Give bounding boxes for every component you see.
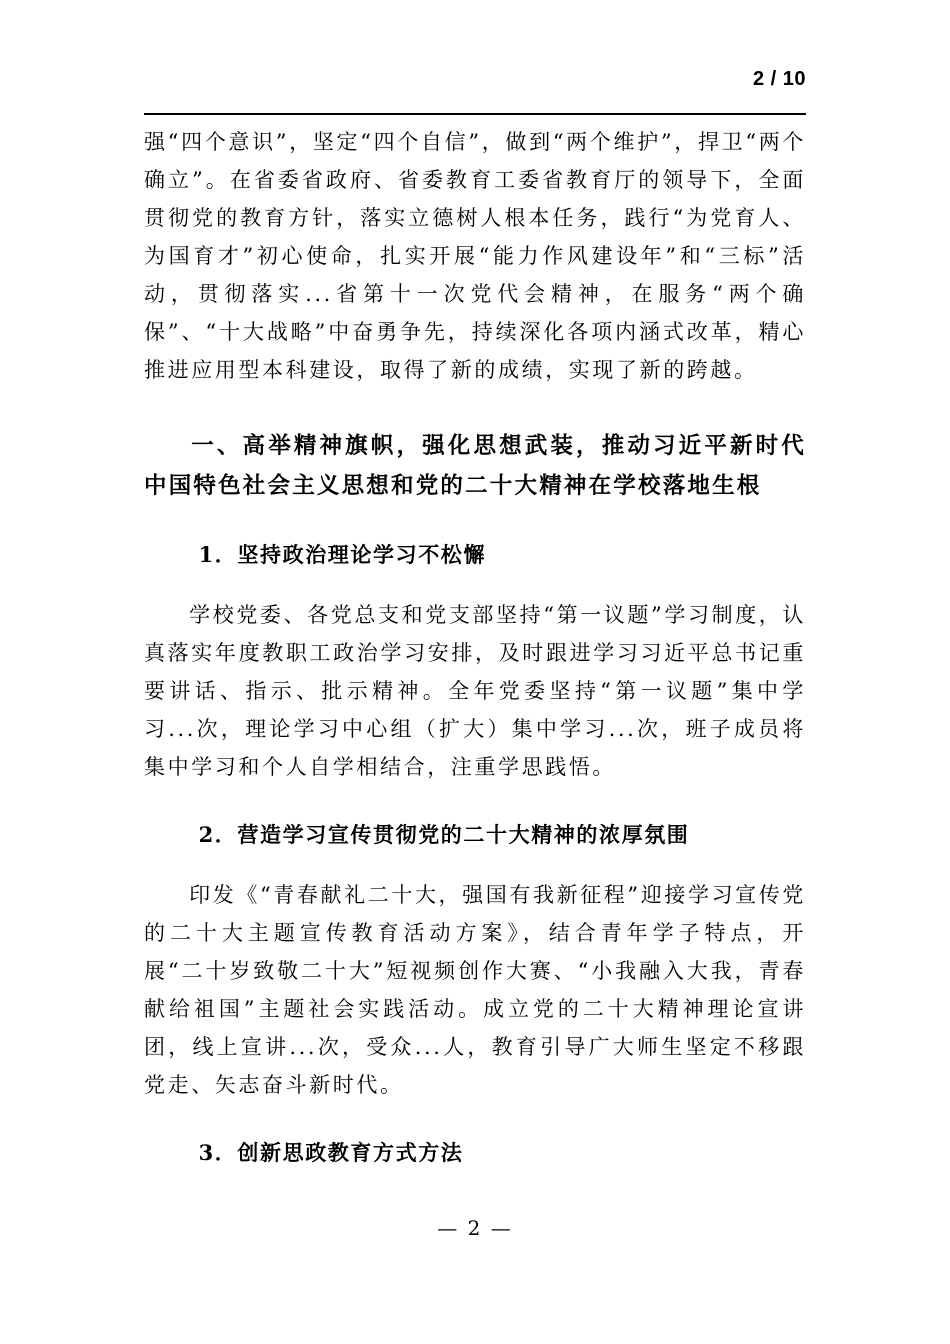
subsection-body-1: 学校党委、各党总支和党支部坚持“第一议题”学习制度，认真落实年度教职工政治学习安排，及时跟进学习习近平总书记重要讲话、指示、批示精神。全年党委坚持“第一议题”集中学习...次，理论学习中心组（扩大）集中学习...次，班子成员将集中学习和个人自学相结合，注重学思践悟。 — [144, 603, 806, 779]
subsection-heading-1: 1．坚持政治理论学习不松懈 — [198, 542, 487, 567]
document-body — [144, 123, 806, 1194]
header-divider — [144, 113, 806, 115]
page-footer-number: — 2 — — [437, 1216, 513, 1240]
subsection-body-2: 印发《“青春献礼二十大，强国有我新征程”迎接学习宣传党的二十大主题宣传教育活动方案》，结合青年学子特点，开展“二十岁致敬二十大”短视频创作大赛、“小我融入大我，青春献给祖国”主题社会实践活动。成立党的二十大精神理论宣讲团，线上宣讲...次，受众...人，教育引导广大师生坚定不移跟党走、矢志奋斗新时代。 — [144, 883, 806, 1097]
section-heading-1: 一、高举精神旗帜，强化思想武装，推动习近平新时代中国特色社会主义思想和党的二十大精神在学校落地生根 — [144, 433, 806, 499]
subsection-heading-3: 3．创新思政教育方式方法 — [198, 1140, 464, 1165]
page-counter: 2 / 10 — [752, 68, 806, 90]
intro-paragraph: 强“四个意识”，坚定“四个自信”，做到“两个维护”，捍卫“两个确立”。在省委省政府、省委教育工委省教育厅的领导下，全面贯彻党的教育方针，落实立德树人根本任务，践行“为党育人、为国育才”初心使命，扎实开展“能力作风建设年”和“三标”活动，贯彻落实...省第十一次党代会精神，在服务“两个确保”、“十大战略”中奋勇争先，持续深化各项内涵式改革，精心推进应用型本科建设，取得了新的成绩，实现了新的跨越。 — [144, 130, 806, 382]
subsection-heading-2: 2．营造学习宣传贯彻党的二十大精神的浓厚氛围 — [198, 822, 690, 847]
